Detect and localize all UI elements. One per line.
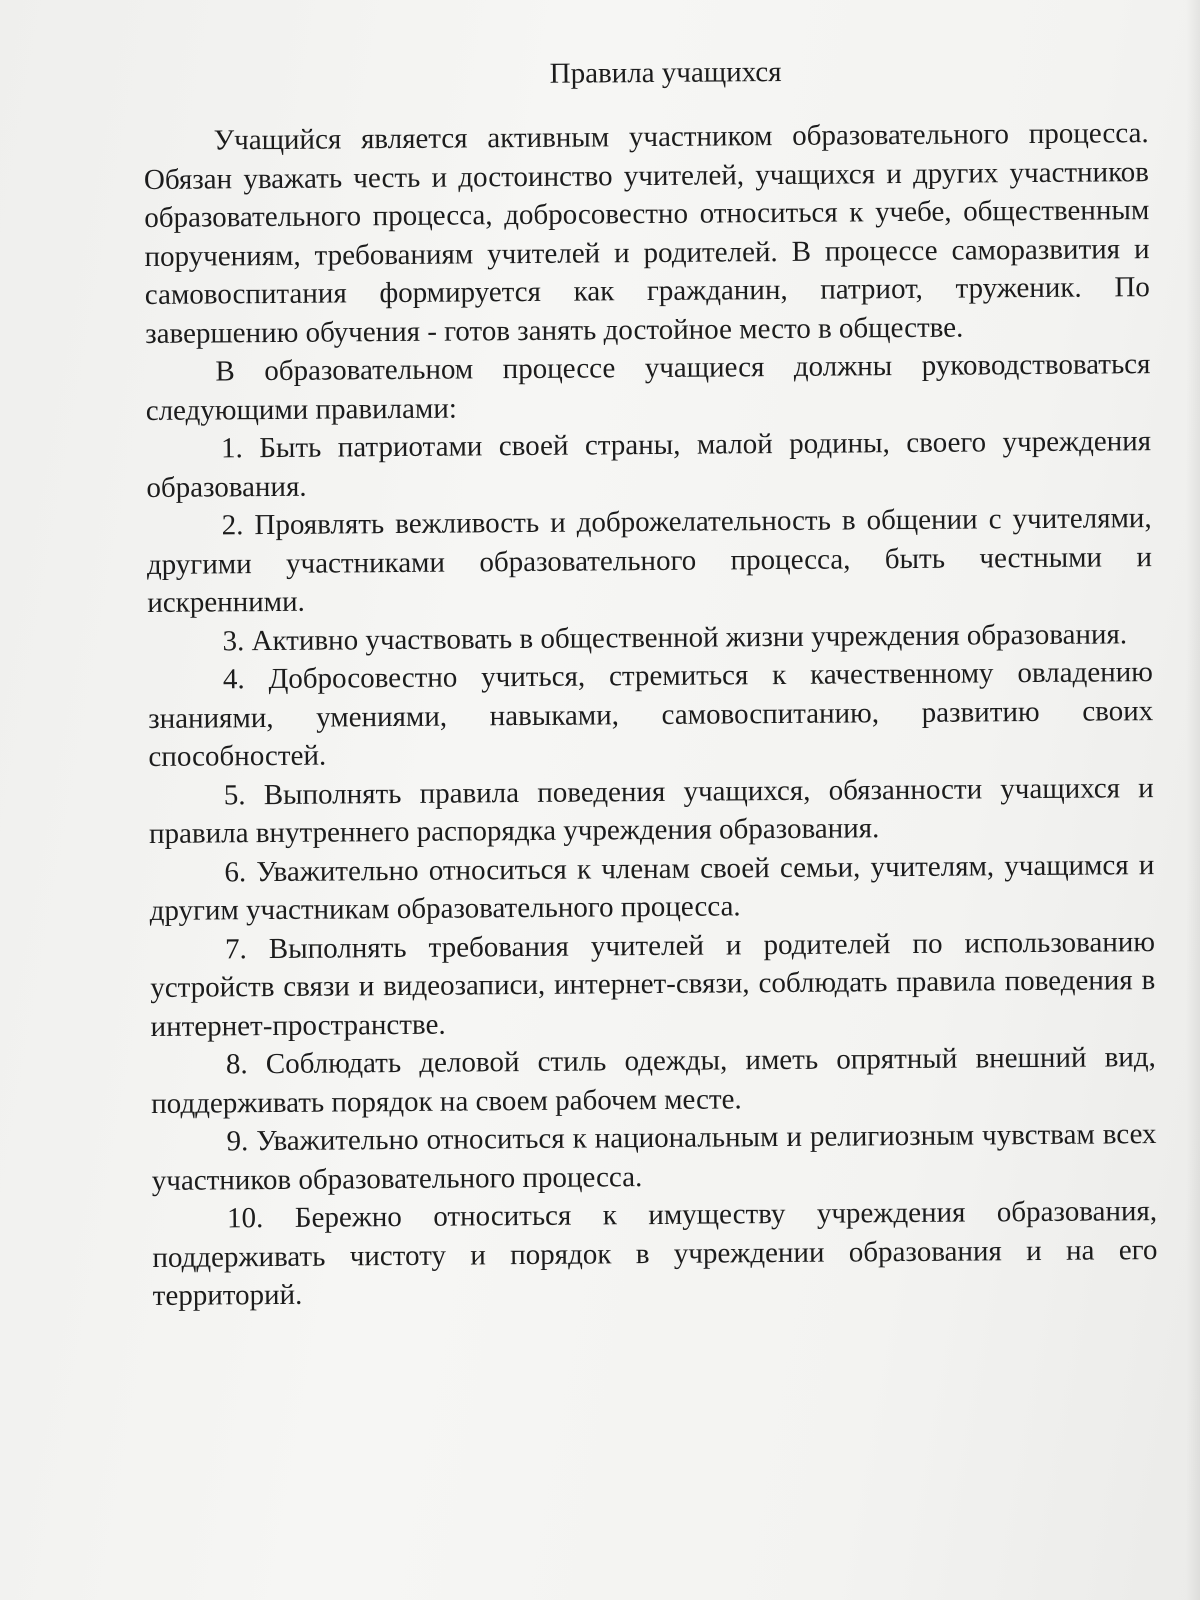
intro-paragraph: Учащийся является активным участником образовательного процесса. Обязан уважать честь и достоинство учителей, учащихся и других участников образовательного процесса, добросовестно относиться к учебе, общественным поручениям, требованиям учителей и родителей. В процессе саморазвития и самовоспитания формируется как гражданин, патриот, труженик. По завершению обучения - готов занять достойное место в обществе. (143, 117, 1150, 350)
rule-item-9: 9. Уважительно относиться к национальным и религиозным чувствам всех участников образовательного процесса. (151, 1118, 1157, 1197)
paper-edge-shadow (1186, 0, 1200, 1600)
rule-item-8: 8. Соблюдать деловой стиль одежды, иметь опрятный внешний вид, поддерживать порядок на своем рабочем месте. (151, 1041, 1157, 1120)
rule-item-7: 7. Выполнять требования учителей и родителей по использованию устройств связи и видеозаписи, интернет-связи, соблюдать правила поведения в интернет-пространстве. (150, 925, 1156, 1043)
rule-item-10: 10. Бережно относиться к имуществу учреждения образования, поддерживать чистоту и порядок в учреждении образования и на его территорий. (152, 1195, 1158, 1312)
rules-list (146, 422, 1158, 1315)
rule-item-6: 6. Уважительно относиться к членам своей семьи, учителям, учащимся и другим участникам образовательного процесса. (149, 848, 1155, 927)
document-title: Правила учащихся (549, 55, 782, 90)
lead-paragraph: В образовательном процессе учащиеся должны руководствоваться следующими правилами: (145, 348, 1151, 427)
rule-item-3: 3. Активно участвовать в общественной жизни учреждения образования. (222, 617, 1128, 657)
rule-item-1: 1. Быть патриотами своей страны, малой родины, своего учреждения образования. (146, 425, 1152, 504)
rule-item-4: 4. Добросовестно учиться, стремиться к качественному овладению знаниями, умениями, навыками, самовоспитанию, развитию своих способностей. (148, 656, 1154, 773)
rule-item-2: 2. Проявлять вежливость и доброжелательность в общении с учителями, другими участниками образовательного процесса, быть честными и искренними. (146, 502, 1153, 619)
document-body (143, 50, 1158, 1315)
rule-item-5: 5. Выполнять правила поведения учащихся, обязанности учащихся и правила внутреннего распорядка учреждения образования. (148, 771, 1154, 850)
